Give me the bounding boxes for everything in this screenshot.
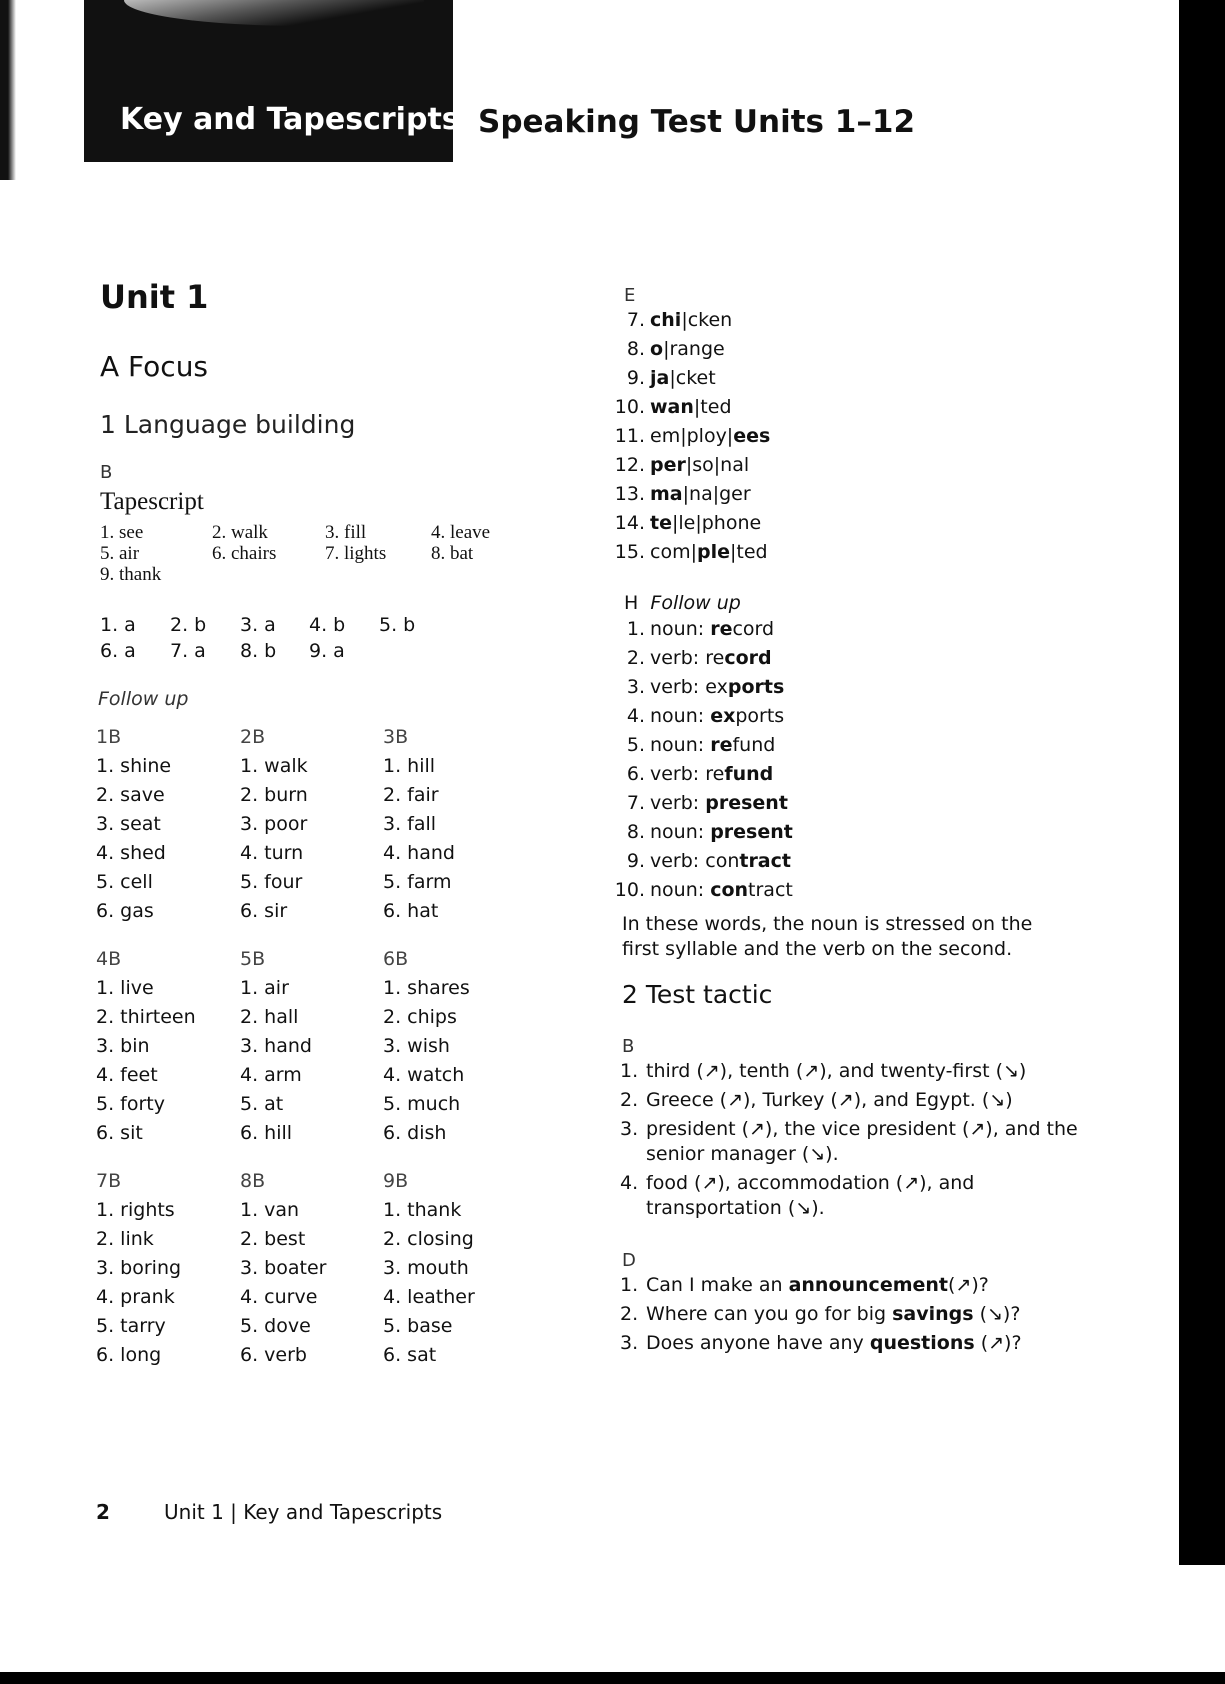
stressed-syllable: con (710, 879, 749, 901)
stressed-syllable: re (710, 618, 733, 640)
follow-up-column (383, 1170, 475, 1373)
list-item: 3. boater (240, 1257, 327, 1279)
intonation-list (620, 1059, 1090, 1225)
list-item (620, 1302, 1090, 1327)
stressed-syllable: re (710, 734, 733, 756)
list-item (612, 454, 770, 483)
exercise-heading (624, 592, 741, 614)
answer-grid (100, 614, 439, 666)
tapescript-grid (100, 522, 511, 585)
list-item: 1. hill (383, 755, 436, 777)
tapescript-word: 4. leave (431, 522, 491, 543)
item-text: food (↗), accommodation (↗), and transportation (↘). (646, 1172, 975, 1219)
column-head: 4B (96, 948, 122, 970)
item-text: noun: (650, 821, 711, 843)
tapescript-word: 1. see (100, 522, 144, 543)
list-item: 5. much (383, 1093, 461, 1115)
list-item: 6. long (96, 1344, 162, 1366)
list-item: 5. cell (96, 871, 153, 893)
item-text: noun: (650, 618, 711, 640)
list-item: 1. shine (96, 755, 172, 777)
item-text: |cket (669, 367, 716, 389)
list-item: 2. thirteen (96, 1006, 196, 1028)
stressed-syllable: o (650, 338, 664, 360)
follow-up-column (96, 726, 171, 929)
item-text (646, 1331, 1022, 1356)
follow-up-column (240, 1170, 326, 1373)
follow-up-column (96, 948, 196, 1151)
column-head: 5B (240, 948, 266, 970)
stressed-syllable: ees (733, 425, 771, 447)
answer-cell: 9. a (309, 640, 345, 662)
stressed-syllable: present (705, 792, 788, 814)
list-item: 2. fair (383, 784, 439, 806)
stressed-syllable: cord (724, 647, 772, 669)
column-head: 9B (383, 1170, 409, 1192)
stressed-syllable: per (650, 454, 686, 476)
item-text: verb: re (650, 763, 725, 785)
item-number: 6. (626, 763, 645, 785)
list-item: 6. verb (240, 1344, 307, 1366)
stressed-word: questions (869, 1332, 975, 1354)
list-item: 5. farm (383, 871, 452, 893)
item-number: 1. (620, 1060, 639, 1082)
list-item: 5. base (383, 1315, 453, 1337)
stressed-syllable: ja (650, 367, 670, 389)
answer-cell: 3. a (240, 614, 276, 636)
list-item: 3. seat (96, 813, 161, 835)
section-heading: A Focus (100, 350, 209, 383)
item-number: 3. (620, 1118, 639, 1140)
unit-title: Unit 1 (100, 278, 209, 316)
footer-text: Unit 1 | Key and Tapescripts (164, 1500, 443, 1524)
list-item (612, 367, 770, 396)
stressed-syllable: ex (710, 705, 736, 727)
stressed-word: announcement (788, 1274, 948, 1296)
list-item (612, 483, 770, 512)
list-item: 3. poor (240, 813, 308, 835)
item-text: noun: (650, 879, 711, 901)
item-number: 5. (626, 734, 645, 756)
tapescript-word: 7. lights (325, 543, 387, 564)
stressed-syllable: te (650, 512, 672, 534)
syllable-list (612, 309, 770, 570)
list-item (620, 1088, 1090, 1113)
list-item (612, 396, 770, 425)
list-item: 6. sit (96, 1122, 143, 1144)
list-item: 1. walk (240, 755, 308, 777)
list-item: 3. wish (383, 1035, 450, 1057)
item-number: 2. (620, 1303, 639, 1325)
list-item: 3. fall (383, 813, 437, 835)
item-text: Where can you go for big (646, 1303, 893, 1325)
list-item: 2. closing (383, 1228, 474, 1250)
item-text: |ted (693, 396, 732, 418)
stressed-syllable: ple (696, 541, 730, 563)
item-number: 7. (626, 792, 645, 814)
list-item (612, 309, 770, 338)
tapescript-word: 9. thank (100, 564, 162, 585)
item-number: 2. (620, 1089, 639, 1111)
item-number: 13. (614, 483, 645, 505)
column-head: 1B (96, 726, 122, 748)
list-item: 2. chips (383, 1006, 457, 1028)
list-item: 3. hand (240, 1035, 312, 1057)
answer-cell: 1. a (100, 614, 136, 636)
list-item: 4. hand (383, 842, 455, 864)
list-item (612, 792, 793, 821)
list-item (612, 541, 770, 570)
list-item: 1. live (96, 977, 154, 999)
stressed-syllable: chi (650, 309, 682, 331)
tapescript-word (325, 564, 431, 585)
list-item: 2. best (240, 1228, 306, 1250)
list-item (612, 512, 770, 541)
column-head: 7B (96, 1170, 122, 1192)
answer-cell: 5. b (379, 614, 416, 636)
follow-up-column (240, 948, 312, 1151)
banner-sheen (124, 0, 424, 26)
item-number: 9. (626, 367, 645, 389)
list-item: 1. rights (96, 1199, 175, 1221)
list-item (612, 676, 793, 705)
list-item: 1. thank (383, 1199, 462, 1221)
tapescript-word: 8. bat (431, 543, 474, 564)
answer-cell: 8. b (240, 640, 277, 662)
item-text: |cken (681, 309, 733, 331)
follow-up-label: Follow up (98, 688, 189, 710)
list-item (612, 763, 793, 792)
list-item: 5. four (240, 871, 303, 893)
item-number: 8. (626, 821, 645, 843)
list-item (620, 1059, 1090, 1084)
list-item (612, 879, 793, 908)
item-number: 3. (626, 676, 645, 698)
item-number: 2. (626, 647, 645, 669)
follow-up-column (96, 1170, 181, 1373)
follow-up-column (383, 948, 470, 1151)
list-item (612, 338, 770, 367)
stressed-syllable: tract (739, 850, 791, 872)
list-item: 2. link (96, 1228, 154, 1250)
list-item (620, 1171, 1090, 1221)
exercise-label: B (100, 462, 113, 483)
stressed-word: savings (892, 1303, 974, 1325)
item-number: 3. (620, 1332, 639, 1354)
item-number: 14. (614, 512, 645, 534)
item-number: 1. (626, 618, 645, 640)
list-item (612, 734, 793, 763)
stressed-syllable: wan (650, 396, 694, 418)
list-item: 2. hall (240, 1006, 299, 1028)
tapescript-title: Tapescript (100, 488, 204, 515)
item-text: noun: (650, 734, 711, 756)
item-text: tract (748, 879, 793, 901)
list-item (620, 1117, 1090, 1167)
subsection-heading: 2 Test tactic (622, 980, 773, 1009)
list-item: 4. shed (96, 842, 166, 864)
item-number: 4. (626, 705, 645, 727)
item-text: (↗)? (974, 1332, 1022, 1354)
item-text: president (↗), the vice president (↗), and the senior manager (↘). (646, 1118, 1078, 1165)
tapescript-word: 2. walk (212, 522, 268, 543)
list-item: 5. forty (96, 1093, 165, 1115)
list-item: 5. dove (240, 1315, 311, 1337)
list-item: 6. hat (383, 900, 439, 922)
list-item: 3. bin (96, 1035, 150, 1057)
exercise-label: H (624, 592, 639, 614)
item-number: 12. (614, 454, 645, 476)
item-text: com| (650, 541, 697, 563)
scan-edge-bottom (0, 1672, 1225, 1684)
list-item: 4. feet (96, 1064, 158, 1086)
list-item: 2. save (96, 784, 165, 806)
item-text: verb: re (650, 647, 725, 669)
list-item: 1. van (240, 1199, 300, 1221)
column-head: 6B (383, 948, 409, 970)
scan-edge-left (0, 0, 16, 180)
list-item: 4. curve (240, 1286, 318, 1308)
question-list (620, 1273, 1090, 1360)
header-banner (84, 0, 453, 162)
item-number: 11. (614, 425, 645, 447)
list-item: 4. leather (383, 1286, 475, 1308)
list-item: 4. watch (383, 1064, 465, 1086)
list-item: 6. gas (96, 900, 154, 922)
list-item: 6. dish (383, 1122, 447, 1144)
item-text: verb: (650, 792, 706, 814)
tapescript-word: 6. chairs (212, 543, 277, 564)
stress-note: In these words, the noun is stressed on the first syllable and the verb on the second. (622, 913, 1033, 960)
item-text: |so|nal (685, 454, 750, 476)
answer-cell: 7. a (170, 640, 206, 662)
item-text: Greece (↗), Turkey (↗), and Egypt. (↘) (646, 1089, 1013, 1111)
item-text (646, 1273, 989, 1298)
item-text: (↘)? (973, 1303, 1021, 1325)
item-text: Can I make an (646, 1274, 789, 1296)
tapescript-word: 5. air (100, 543, 140, 564)
answer-cell: 2. b (170, 614, 207, 636)
list-item: 5. tarry (96, 1315, 166, 1337)
item-text: third (↗), tenth (↗), and twenty-first (↘) (646, 1060, 1027, 1082)
exercise-label: E (624, 285, 636, 306)
item-text: ports (735, 705, 785, 727)
list-item: 6. sir (240, 900, 288, 922)
list-item: 4. turn (240, 842, 304, 864)
list-item: 3. mouth (383, 1257, 469, 1279)
item-text: cord (732, 618, 775, 640)
item-text: verb: con (650, 850, 740, 872)
item-text: em|ploy| (650, 425, 734, 447)
page-title: Speaking Test Units 1–12 (478, 104, 916, 140)
item-number: 10. (614, 879, 645, 901)
stress-list (612, 618, 793, 908)
follow-up-column (383, 726, 455, 929)
tapescript-word (212, 564, 325, 585)
answer-cell: 6. a (100, 640, 136, 662)
list-item: 5. at (240, 1093, 284, 1115)
stressed-syllable: present (710, 821, 793, 843)
item-text: noun: (650, 705, 711, 727)
item-text: verb: ex (650, 676, 728, 698)
list-item: 1. air (240, 977, 289, 999)
list-item (612, 647, 793, 676)
item-text: |range (663, 338, 725, 360)
tapescript-word (431, 564, 511, 585)
list-item (620, 1273, 1090, 1298)
list-item: 4. arm (240, 1064, 302, 1086)
subsection-heading: 1 Language building (100, 410, 356, 439)
item-number: 1. (620, 1274, 639, 1296)
list-item (612, 425, 770, 454)
column-head: 2B (240, 726, 266, 748)
follow-up-label: Follow up (650, 592, 741, 614)
stressed-syllable: ma (650, 483, 683, 505)
item-text: fund (732, 734, 776, 756)
item-number: 4. (620, 1172, 639, 1194)
column-head: 8B (240, 1170, 266, 1192)
answer-cell (379, 640, 439, 666)
list-item: 3. boring (96, 1257, 182, 1279)
stressed-syllable: fund (724, 763, 774, 785)
item-text: |na|ger (682, 483, 751, 505)
list-item: 6. sat (383, 1344, 437, 1366)
list-item (612, 850, 793, 879)
item-number: 15. (614, 541, 645, 563)
list-item: 2. burn (240, 784, 308, 806)
tapescript-word: 3. fill (325, 522, 367, 543)
item-number: 7. (626, 309, 645, 331)
list-item (612, 705, 793, 734)
item-number: 8. (626, 338, 645, 360)
stressed-syllable: ports (727, 676, 785, 698)
column-head: 3B (383, 726, 409, 748)
list-item: 4. prank (96, 1286, 175, 1308)
scan-edge-right (1179, 0, 1225, 1565)
item-number: 10. (614, 396, 645, 418)
follow-up-column (240, 726, 308, 929)
answer-cell: 4. b (309, 614, 346, 636)
item-text: (↗)? (948, 1274, 989, 1296)
list-item (620, 1331, 1090, 1356)
page-number: 2 (96, 1500, 110, 1524)
list-item (612, 618, 793, 647)
exercise-label: B (622, 1036, 635, 1057)
list-item: 1. shares (383, 977, 470, 999)
list-item (612, 821, 793, 850)
item-number: 9. (626, 850, 645, 872)
item-text: |ted (729, 541, 768, 563)
exercise-label: D (622, 1250, 636, 1271)
item-text: Does anyone have any (646, 1332, 870, 1354)
list-item: 6. hill (240, 1122, 293, 1144)
item-text: |le|phone (671, 512, 762, 534)
banner-title: Key and Tapescripts (120, 102, 460, 137)
item-text (646, 1302, 1020, 1327)
